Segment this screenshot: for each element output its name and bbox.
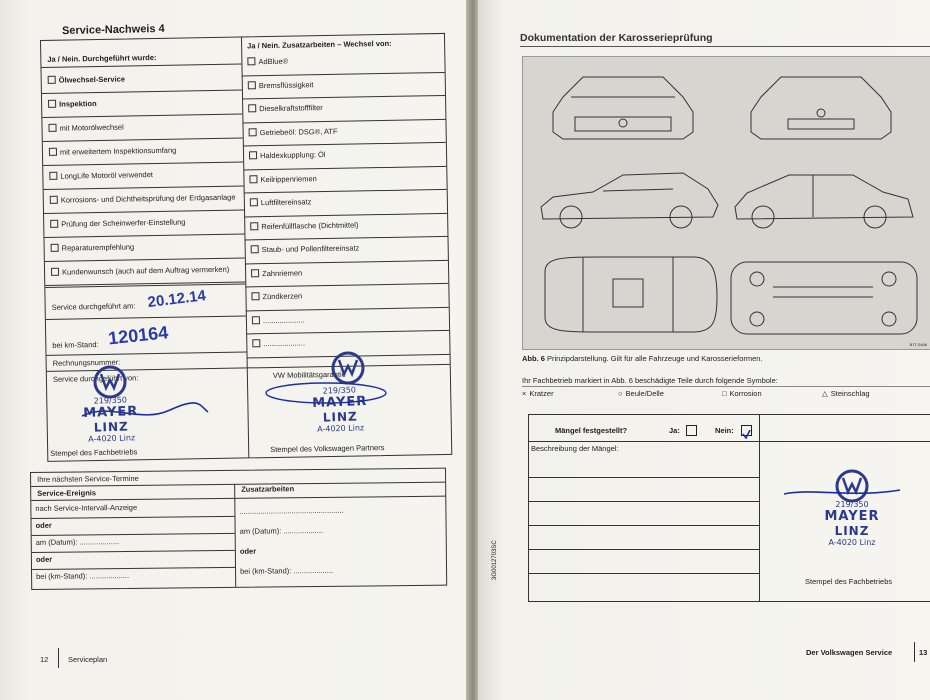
row-divider (32, 550, 235, 553)
legend-item (822, 389, 870, 398)
stamp-vw-label: Stempel des Volkswagen Partners (270, 443, 385, 455)
extra-work-row (251, 243, 360, 254)
legend-symbol-icon: □ (722, 389, 727, 398)
extra-work-row (251, 291, 302, 301)
extra-work-row (248, 103, 323, 113)
extra-work-row (252, 338, 305, 348)
checkbox-icon[interactable] (252, 339, 260, 347)
row-divider (44, 233, 244, 237)
checkbox-icon[interactable] (51, 244, 59, 252)
row-divider (43, 137, 243, 141)
caption-prefix: Abb. 6 (522, 354, 545, 363)
row-divider (246, 306, 449, 311)
next-service-line: oder (35, 554, 53, 564)
car-diagram-figure (522, 56, 930, 350)
service-item-row (51, 241, 241, 253)
legend-item (722, 389, 762, 398)
next-service-title: Ihre nächsten Service-Termine (37, 473, 139, 484)
checkbox-icon[interactable] (251, 269, 259, 277)
service-item-label: Ölwechsel-Service (58, 74, 126, 85)
legend-symbol-icon: × (522, 389, 527, 398)
description-label: Beschreibung der Mängel: (531, 444, 619, 453)
extra-work-label: Reifenfüllflasche (Dichtmittel) (261, 219, 359, 231)
checkbox-icon[interactable] (249, 175, 257, 183)
signature-left (80, 398, 210, 428)
extra-work-row (248, 80, 314, 90)
row-divider (45, 257, 245, 261)
row-divider (244, 189, 447, 194)
extra-work-label: AdBlue® (258, 56, 289, 67)
checkbox-icon[interactable] (252, 316, 260, 324)
extra-work-label: .................... (263, 338, 306, 349)
service-item-label: Inspektion (59, 99, 97, 109)
left-page-title: Service-Nachweis 4 (61, 22, 165, 38)
extra-work-label: Getriebeöl: DSG®, ATF (259, 126, 338, 137)
invoice-label: Rechnungsnummer: (52, 357, 121, 368)
checkbox-icon[interactable] (249, 128, 257, 136)
service-item-row (50, 193, 240, 205)
row-divider (245, 236, 448, 241)
left-footer-page: 12 (40, 655, 49, 664)
vw-mobility-label: VW Mobilitätsgarantie (272, 369, 346, 380)
caption-text: Prinzipdarstellung. Gilt für alle Fahrzeuge und Karosserieformen. (547, 354, 763, 363)
row-divider (43, 161, 243, 165)
next-service-extra-line: bei (km-Stand): ................... (240, 565, 334, 576)
row-divider (246, 330, 449, 335)
side-code: 3G0012703SC (492, 540, 498, 580)
signature-right (782, 482, 902, 502)
checkbox-icon[interactable] (250, 222, 258, 230)
service-item-row (48, 73, 238, 85)
row-divider (44, 185, 244, 189)
row-divider (245, 259, 448, 264)
legend-item (618, 389, 664, 398)
signature-vw (262, 376, 392, 410)
no-label: Nein: (715, 426, 734, 435)
car-outlines-icon (523, 57, 930, 349)
checkbox-icon[interactable] (48, 100, 56, 108)
next-service-line: bei (km-Stand): ................... (36, 570, 130, 581)
row-divider (244, 212, 447, 217)
dealer-stamp-vw: 219/350 MAYER LINZ A-4020 Linz (311, 385, 368, 434)
checkbox-icon[interactable] (250, 198, 258, 206)
next-service-col2-header: Zusatzarbeiten (241, 484, 295, 494)
footer-divider-right (914, 642, 915, 662)
row-divider (243, 142, 446, 147)
row-divider (32, 567, 235, 570)
next-service-line: oder (35, 520, 52, 530)
row-divider (245, 283, 448, 288)
service-item-row (48, 97, 238, 109)
legend-item (522, 389, 554, 398)
yes-checkbox[interactable] (686, 425, 697, 436)
right-page-title: Dokumentation der Karosserieprüfung (520, 32, 713, 44)
extra-work-row (251, 268, 302, 278)
check-mark-icon (742, 430, 751, 439)
defects-question: Mängel festgestellt? (555, 426, 628, 435)
checkbox-icon[interactable] (248, 104, 256, 112)
row-divider (31, 516, 234, 519)
next-service-extra-line: am (Datum): ................... (239, 525, 324, 536)
no-checkbox[interactable] (741, 425, 752, 436)
legend-symbol-icon: ○ (618, 389, 623, 398)
checkbox-icon[interactable] (249, 151, 257, 159)
footer-divider (58, 648, 59, 668)
row-divider (32, 533, 235, 536)
row-divider (242, 95, 445, 100)
checkbox-icon[interactable] (247, 57, 255, 65)
title-underline (520, 46, 930, 47)
extra-work-row (249, 150, 326, 160)
service-item-label: Reparaturempfehlung (61, 242, 135, 253)
checkbox-icon[interactable] (50, 196, 58, 204)
extra-work-label: Zahnriemen (262, 267, 303, 278)
extra-work-label: Keilrippenriemen (260, 173, 317, 184)
extra-work-row (247, 57, 288, 67)
service-item-label: mit Motorölwechsel (59, 122, 124, 133)
figure-id: B7T-0446 (909, 342, 927, 347)
service-item-row (48, 121, 238, 133)
service-item-label: Kundenwunsch (auch auf dem Auftrag vermerken) (61, 264, 230, 277)
service-item-label: LongLife Motoröl verwendet (60, 170, 154, 181)
checkbox-icon[interactable] (51, 268, 59, 276)
extra-work-row (252, 315, 305, 325)
service-date-value: 20.12.14 (146, 287, 207, 312)
extra-work-label: Luftfiltereinsatz (260, 197, 312, 208)
checkbox-icon[interactable] (48, 124, 56, 132)
next-service-col1-header: Service-Ereignis (37, 488, 97, 498)
checkbox-icon[interactable] (48, 76, 56, 84)
service-date-label: Service durchgeführt am: (51, 301, 136, 312)
figure-caption (522, 354, 763, 363)
checkbox-icon[interactable] (49, 172, 57, 180)
col2-header: Ja / Nein. Zusatzarbeiten – Wechsel von: (247, 38, 392, 51)
next-service-line: nach Service-Intervall-Anzeige (35, 502, 138, 513)
legend-label: Beule/Delle (625, 389, 664, 398)
left-footer-text: Serviceplan (68, 655, 108, 664)
km-label: bei km-Stand: (52, 340, 99, 350)
legend-label: Steinschlag (830, 389, 870, 398)
service-item-row (50, 217, 240, 229)
extra-work-row (250, 220, 358, 231)
service-item-row (49, 169, 239, 181)
extra-work-label: Zündkerzen (262, 291, 303, 302)
right-footer-page: 13 (919, 648, 928, 657)
yes-label: Ja: (669, 426, 680, 435)
checkbox-icon[interactable] (248, 81, 256, 89)
service-item-row (49, 145, 239, 157)
next-service-line: am (Datum): ................... (35, 537, 120, 547)
checkbox-icon[interactable] (49, 148, 57, 156)
done-by-label: Service durchgeführt von: (52, 373, 139, 384)
extra-work-label: .................... (262, 314, 305, 325)
stamp-dealer-label: Stempel des Fachbetriebs (50, 447, 138, 458)
service-item-label: Korrosions- und Dichtheitsprüfung der Erdgasanlage (60, 192, 236, 205)
row-divider (243, 165, 446, 170)
next-service-extra-line: .................................................. (239, 505, 344, 516)
legend-label: Kratzer (529, 389, 554, 398)
extra-work-label: Bremsflüssigkeit (258, 79, 314, 90)
row-divider (44, 209, 244, 213)
dealer-stamp-right: 219/350 MAYER LINZ A-4020 Linz (824, 500, 880, 547)
extra-work-label: Staub- und Pollenfiltereinsatz (261, 243, 360, 255)
checkbox-icon[interactable] (251, 292, 259, 300)
row-divider (242, 71, 445, 76)
extra-work-row (249, 126, 338, 137)
service-item-label: mit erweitertem Inspektionsumfang (59, 145, 177, 157)
service-item-label: Prüfung der Scheinwerfer-Einstellung (61, 217, 186, 229)
legend-divider (522, 386, 930, 387)
service-item-row (51, 265, 241, 277)
next-service-extra-line: oder (239, 546, 257, 556)
right-page (478, 0, 930, 700)
right-footer-text: Der Volkswagen Service (806, 648, 893, 657)
row-divider (42, 89, 242, 93)
extra-work-label: Dieselkraftstofffilter (259, 103, 323, 114)
extra-work-row (249, 174, 316, 184)
extra-work-row (250, 197, 312, 207)
dealer-stamp-left: 219/350 MAYER LINZ A-4020 Linz (82, 395, 139, 444)
row-divider (242, 118, 445, 123)
checkbox-icon[interactable] (50, 220, 58, 228)
col1-header: Ja / Nein. Durchgeführt wurde: (47, 52, 157, 64)
legend-label: Korrosion (729, 389, 762, 398)
km-value: 120164 (107, 322, 170, 349)
damage-legend (522, 389, 930, 401)
checkbox-icon[interactable] (251, 245, 259, 253)
next-service-table (30, 468, 447, 590)
extra-work-label: Haldexkupplung: Öl (259, 150, 326, 161)
row-divider (42, 113, 242, 117)
legend-symbol-icon: △ (822, 389, 828, 398)
right-stamp-label: Stempel des Fachbetriebs (805, 577, 893, 586)
legend-intro: Ihr Fachbetrieb markiert in Abb. 6 beschädigte Teile durch folgende Symbole: (522, 376, 778, 385)
